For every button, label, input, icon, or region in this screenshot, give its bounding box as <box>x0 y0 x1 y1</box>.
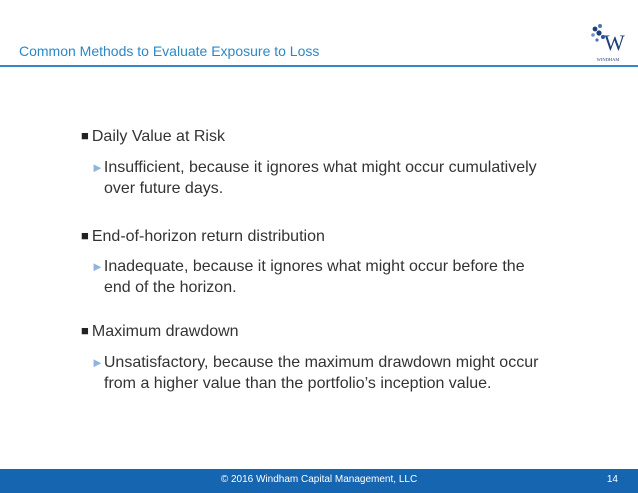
sub-bullet-line1: Inadequate, because it ignores what might occur before the <box>103 258 525 275</box>
logo-letter: W <box>604 30 625 55</box>
sub-bullet-line2: end of the horizon. <box>104 279 237 296</box>
page-number: 14 <box>606 474 618 485</box>
title-rule <box>0 65 638 67</box>
bullet-item <box>81 128 225 146</box>
windham-logo <box>588 22 628 64</box>
footer-copyright: © 2016 Windham Capital Management, LLC <box>220 474 418 485</box>
footer-bar <box>0 469 638 493</box>
sub-bullet-item <box>91 352 561 394</box>
square-bullet-icon: ■ <box>81 323 89 338</box>
triangle-bullet-icon: ► <box>91 259 104 274</box>
sub-bullet-line1: Insufficient, because it ignores what might occur cumulatively <box>103 159 537 176</box>
triangle-bullet-icon: ► <box>91 355 104 370</box>
square-bullet-icon: ■ <box>81 228 89 243</box>
bullet-heading: Daily Value at Risk <box>91 128 225 145</box>
logo-wordmark: WINDHAM <box>596 57 620 62</box>
slide-title: Common Methods to Evaluate Exposure to Loss <box>19 43 320 59</box>
bullet-heading: End-of-horizon return distribution <box>91 228 325 245</box>
sub-bullet-line1: Unsatisfactory, because the maximum drawdown might occur <box>103 354 539 371</box>
sub-bullet-line2: from a higher value than the portfolio’s inception value. <box>104 375 492 392</box>
bullet-item <box>81 323 239 341</box>
sub-bullet-item <box>91 157 561 199</box>
bullet-item <box>81 228 325 246</box>
square-bullet-icon: ■ <box>81 128 89 143</box>
bullet-heading: Maximum drawdown <box>91 323 239 340</box>
sub-bullet-item <box>91 256 561 298</box>
triangle-bullet-icon: ► <box>91 160 104 175</box>
sub-bullet-line2: over future days. <box>104 180 224 197</box>
